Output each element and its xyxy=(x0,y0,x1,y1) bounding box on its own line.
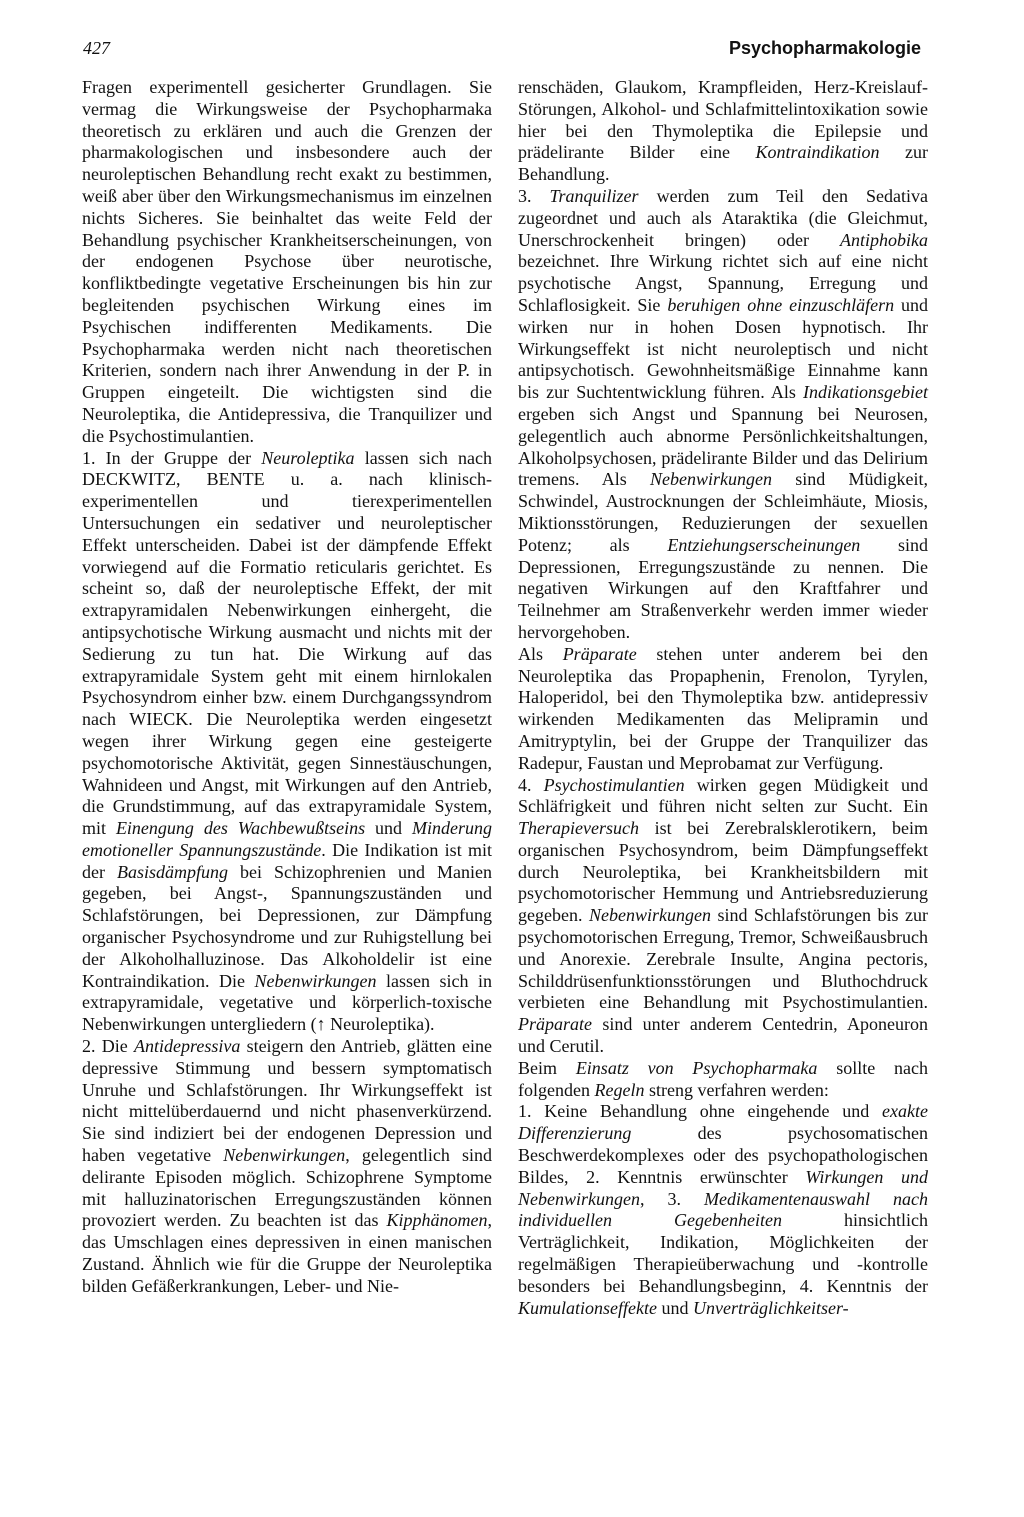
italic-run: Nebenwirkungen xyxy=(588,905,711,926)
text-run: 1. In der Gruppe der xyxy=(82,447,262,468)
text-run: und wirken nur in hohen Dosen hypnotisch. Ihr Wirkungseffekt ist nicht neuroleptisch und nicht antipsychotisch. Gewohnheitsmäßige Einnahme kann bis zur Suchtentwicklung führen. Als xyxy=(518,294,929,403)
italic-run: Basisdämpfung xyxy=(117,861,229,882)
text-run: . Die Indikation ist mit der xyxy=(82,839,492,882)
text-run: und xyxy=(365,818,412,839)
running-head: Psychopharmakologie xyxy=(728,38,921,58)
left-paragraph-3 xyxy=(82,1036,492,1298)
text-run: Als xyxy=(518,643,563,664)
italic-run: Kontraindikation xyxy=(755,142,880,163)
text-run: des psychosomatischen Beschwerdekomplexes oder des psychopathologischen Bildes, 2. Kenntnis erwünschter xyxy=(518,1123,928,1187)
text-run: sind Müdigkeit, Schwindel, Austrocknungen der Schleimhäute, Miosis, Miktionsstörungen, Reduzierungen der sexuellen Potenz; als xyxy=(518,469,928,555)
italic-run: exakte Differenzierung xyxy=(518,1101,928,1144)
text-run: stehen unter anderem bei den Neuroleptika das Propaphenin, Frenolon, Tyrylen, Haloperidol, bei den Thymoleptika bzw. antidepressiv wirkenden Medikamenten das Melipramin und Amitryptylin, bei der Gruppe der Tranquilizer das Radepur, Faustan und Meprobamat zur Verfügung. xyxy=(518,643,928,773)
italic-run: Wirkungen und Nebenwirkungen xyxy=(518,1166,928,1209)
right-paragraph-3 xyxy=(518,644,928,775)
text-run: lassen sich nach DECKWITZ, BENTE u. a. nach klinisch-experimentellen und tierexperimentellen Untersuchungen ein sedativer und neuroleptischer Effekt unterscheiden. Dabei ist der dämpfende Effekt vorwiegend auf die Formatio reticularis gerichtet. Es scheint so, daß der neuroleptische Effekt, der mit extrapyramidalen Nebenwirkungen einhergeht, die antipsychotische Wirkung ausmacht und nichts mit der Sedierung zu tun hat. Die Wirkung auf das extrapyramidale System geht mit einem hirnlokalen Psychosyndrom einher bzw. einem Durchgangssyndrom nach WIECK. Die Neuroleptika werden eingesetzt wegen ihrer Wirkung gegen eine gesteigerte psychomotorische Aktivität, gegen Sinnestäuschungen, Wahnideen und Angst, mit Wirkungen auf den Antrieb, die Grundstimmung, auf das extrapyramidale System, mit xyxy=(82,447,492,839)
italic-run: Tranquilizer xyxy=(549,185,639,206)
right-paragraph-4 xyxy=(518,775,928,1058)
right-paragraph-1 xyxy=(518,77,928,186)
italic-run: Unverträglichkeitser- xyxy=(692,1297,849,1318)
italic-run: Nebenwirkungen xyxy=(223,1145,346,1166)
page-number: 427 xyxy=(83,38,110,58)
italic-run: Kumulationseffekte xyxy=(518,1297,657,1318)
text-run: ergeben sich Angst und Spannung bei Neurosen, gelegentlich auch abnorme Persönlichkeitshaltungen, Alkoholpsychosen, prädelirante Bilder und das Delirium tremens. Als xyxy=(518,403,928,490)
text-run: wirken gegen Müdigkeit und Schläfrigkeit und führen nicht selten zur Sucht. Ein xyxy=(518,774,928,817)
text-run: renschäden, Glaukom, Krampfleiden, Herz-Kreislauf-Störungen, Alkohol- und Schlafmittelintoxikation sowie hier bei den Thymoleptika die Epilepsie und prädelirante Bilder eine xyxy=(518,77,928,163)
text-run: 2. Die xyxy=(82,1036,134,1057)
text-run: hinsichtlich Verträglichkeit, Indikation, Möglichkeiten der regelmäßigen Therapieüberwachung und -kontrolle besonders bei Behandlungsbeginn, 4. Kenntnis der xyxy=(518,1210,928,1296)
italic-run: beruhigen ohne einzuschläfern xyxy=(667,294,895,315)
italic-run: Indikationsgebiet xyxy=(803,382,928,403)
italic-run: Neuroleptika xyxy=(261,447,355,468)
text-run: 1. Keine Behandlung ohne eingehende und xyxy=(518,1101,883,1122)
right-paragraph-6 xyxy=(518,1101,928,1319)
italic-run: Einengung des Wachbewußtseins xyxy=(115,818,366,839)
text-run: sollte nach folgenden xyxy=(518,1057,929,1100)
text-run: Beim xyxy=(518,1057,576,1078)
text-run: Fragen experimentell gesicherter Grundlagen. Sie vermag die Wirkungsweise der Psychopharmaka theoretisch zu erklären und auch die Grenzen der pharmakologischen und insbesondere auch der neuroleptischen Behandlung recht exakt zu bestimmen, weiß aber über den Wirkungsmechanismus im einzelnen nichts Sicheres. Sie beinhaltet das weite Feld der Behandlung psychischer Krankheitserscheinungen, von der endogenen Psychose über neurotische, konfliktbedingte vegetative Erscheinungen bis hin zur begleitenden psychischen Wirkung eines im Psychischen indifferenten Medikaments. Die Psychopharmaka werden nicht nach theoretischen Kriterien, sondern nach ihrer Anwendung in der P. in Gruppen eingeteilt. Die wichtigsten sind die Neuroleptika, die Antidepressiva, die Tranquilizer und die Psychostimulantien. xyxy=(82,77,492,446)
text-run: , das Umschlagen eines depressiven in einen manischen Zustand. Ähnlich wie für die Gruppe der Neuroleptika bilden Gefäßerkrankungen, Leber- und Nie- xyxy=(82,1210,492,1296)
italic-run: Regeln xyxy=(594,1079,645,1100)
text-run: , gelegentlich sind delirante Episoden möglich. Schizophrene Symptome mit halluzinatorischen Erregungszuständen können provoziert werden. Zu beachten ist das xyxy=(82,1145,492,1231)
text-run: 4. xyxy=(518,774,544,795)
text-run: bei Schizophrenien und Manien gegeben, bei Angst-, Spannungszuständen und Schlafstörungen, bei Depressionen, zur Dämpfung organischer Psychosyndrome und zur Ruhigstellung bei der Alkoholhalluzinose. Das Alkoholdelir ist eine Kontraindikation. Die xyxy=(82,861,492,991)
text-run: lassen sich in extrapyramidale, vegetative und körperlich-toxische Nebenwirkungen untergliedern (↑ Neuroleptika). xyxy=(82,970,492,1035)
text-run: steigern den Antrieb, glätten eine depressive Stimmung und bessern symptomatisch Unruhe und Schlafstörungen. Ihr Wirkungseffekt ist nicht mittelüberdauernd und nicht phasenverkürzend. Sie sind indiziert bei der endogenen Depression und haben vegetative xyxy=(82,1036,492,1166)
text-run: zur Behandlung. xyxy=(518,142,929,185)
italic-run: Therapieversuch xyxy=(518,818,639,839)
text-run: ist bei Zerebralsklerotikern, beim organischen Psychosyndrom, beim Dämpfungseffekt durch Neuroleptika, bei Krankheitsbildern mit psychomotorischer Hemmung und Antriebsreduzierung gegeben. xyxy=(518,818,928,926)
left-column xyxy=(82,77,492,1298)
right-column xyxy=(518,77,928,1319)
left-paragraph-1 xyxy=(82,77,492,448)
italic-run: Antiphobika xyxy=(840,229,928,250)
right-paragraph-2 xyxy=(518,186,928,644)
left-paragraph-2 xyxy=(82,448,492,1037)
italic-run: Kipphänomen xyxy=(386,1210,488,1231)
italic-run: Psychostimulantien xyxy=(543,774,685,795)
italic-run: Präparate xyxy=(518,1014,592,1035)
text-run: bezeichnet. Ihre Wirkung richtet sich auf eine nicht psychotische Angst, Spannung, Erregung und Schlaflosigkeit. Sie xyxy=(518,251,928,315)
italic-run: Nebenwirkungen xyxy=(650,469,772,490)
italic-run: Medikamentenauswahl nach individuellen Gegebenheiten xyxy=(518,1188,929,1231)
italic-run: Nebenwirkungen xyxy=(254,970,377,991)
italic-run: Präparate xyxy=(562,643,637,664)
text-run: , 3. xyxy=(639,1188,705,1209)
text-run: sind unter anderem Centedrin, Aponeuron und Cerutil. xyxy=(518,1014,928,1057)
italic-run: Minderung emotioneller Spannungszustände xyxy=(82,818,492,860)
text-run: sind Schlafstörungen bis zur psychomotorischen Erregung, Tremor, Schweißausbruch und Anorexie. Zerebrale Insulte, Angina pectoris, Schilddrüsenfunktionsstörungen und Bluthochdruck verbieten eine Behandlung mit Psychostimulantien. xyxy=(518,905,928,1013)
italic-run: Entziehungserscheinungen xyxy=(667,534,861,555)
text-run: sind Depressionen, Erregungszustände zu nennen. Die negativen Wirkungen auf den Kraftfahrer und Teilnehmer am Straßenverkehr werden immer wieder hervorgehoben. xyxy=(518,534,928,642)
italic-run: Antidepressiva xyxy=(134,1036,241,1057)
right-paragraph-5 xyxy=(518,1058,928,1102)
text-run: streng verfahren werden: xyxy=(644,1079,829,1100)
text-run: werden zum Teil den Sedativa zugeordnet und auch als Ataraktika (die Gleichmut, Unerschrockenheit bringen) oder xyxy=(518,185,929,250)
text-run: und xyxy=(656,1297,693,1318)
text-run: 3. xyxy=(518,185,550,206)
italic-run: Einsatz von Psychopharmaka xyxy=(575,1057,818,1078)
